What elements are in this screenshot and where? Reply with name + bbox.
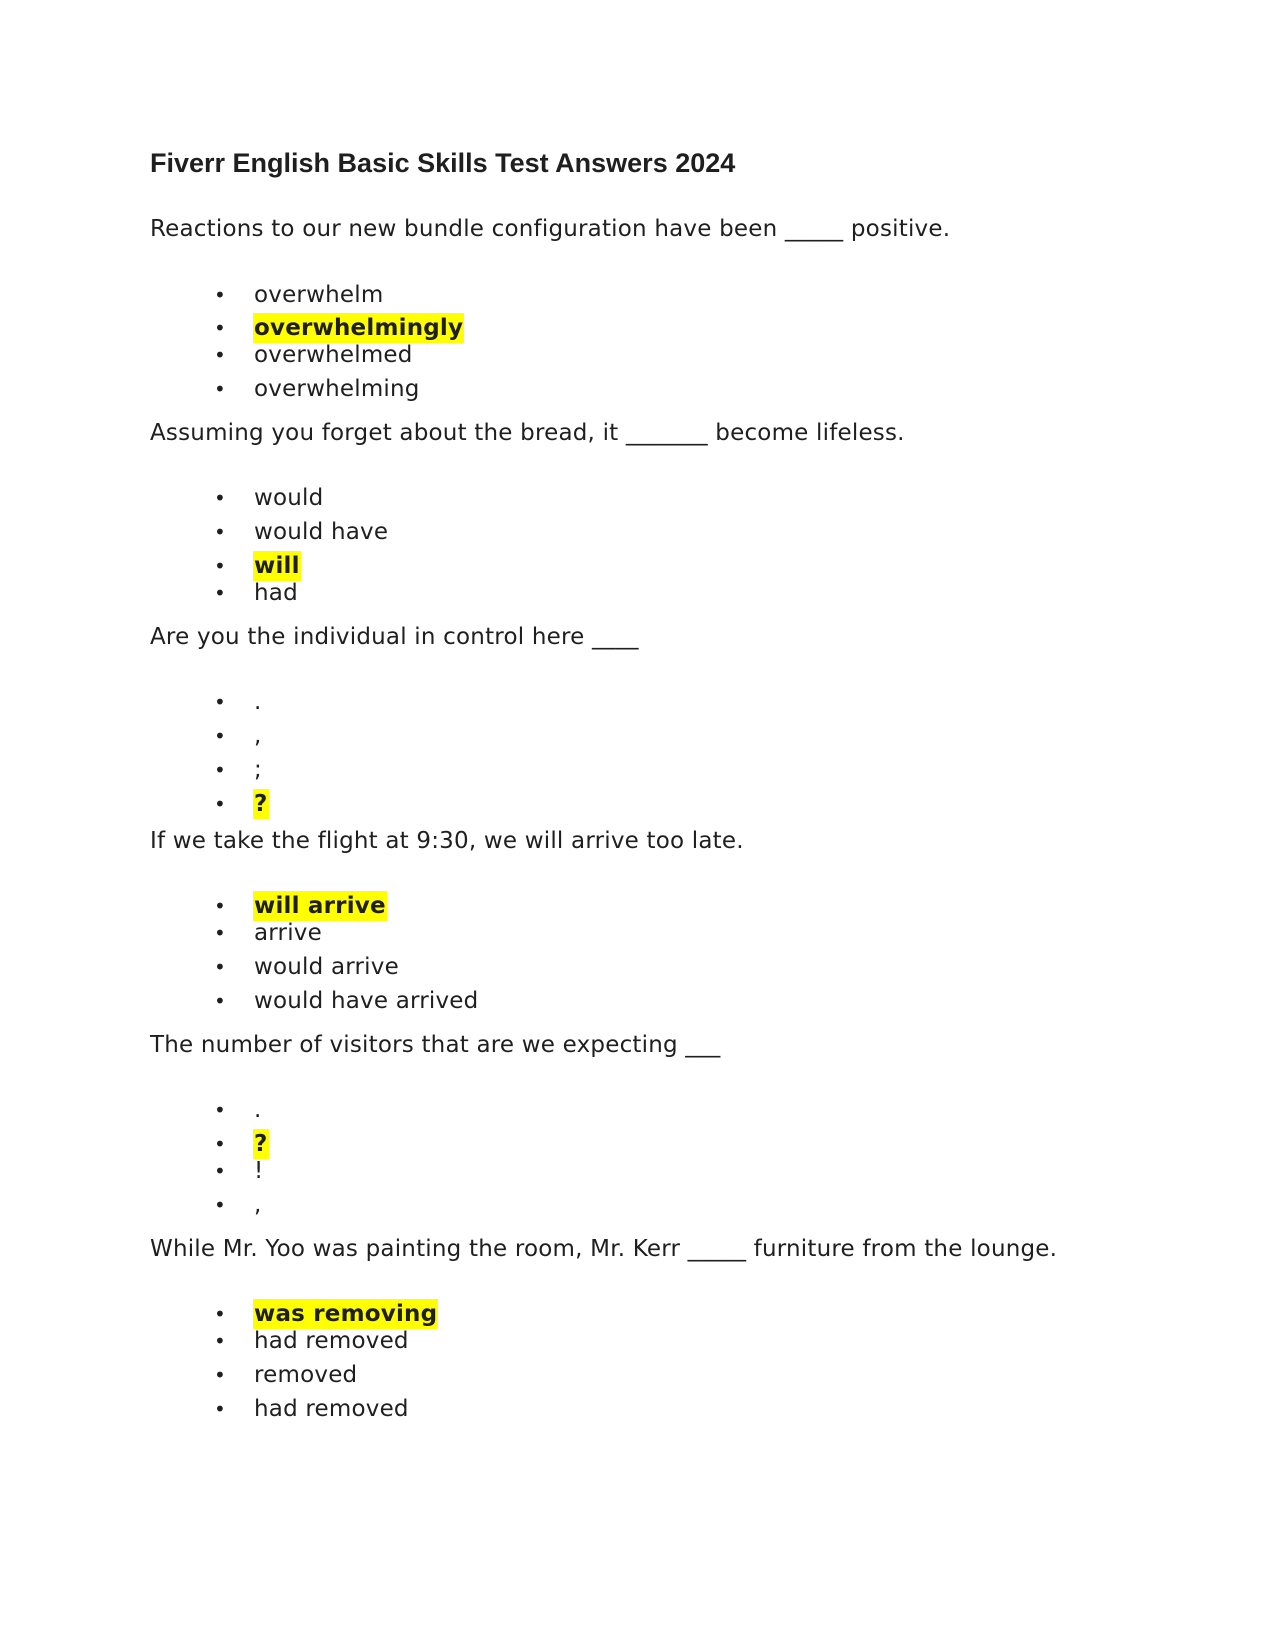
bullet-icon: • — [214, 758, 226, 782]
answer-label: overwhelm — [254, 282, 384, 308]
answer-label: ; — [254, 757, 262, 783]
question-text: While Mr. Yoo was painting the room, Mr. Kerr _____ furniture from the lounge. — [150, 1236, 1058, 1262]
bullet-icon: • — [214, 1132, 226, 1156]
question-text: If we take the flight at 9:30, we will arrive too late. — [150, 828, 744, 854]
bullet-icon: • — [214, 520, 226, 544]
bullet-icon: • — [214, 283, 226, 307]
answer-label: , — [254, 723, 262, 749]
highlighted-answer-label: will — [254, 553, 300, 579]
question-text: Reactions to our new bundle configuration have been _____ positive. — [150, 216, 951, 242]
answer-label: overwhelming — [254, 376, 420, 402]
bullet-icon: • — [214, 1329, 226, 1353]
bullet-icon: • — [214, 581, 226, 605]
bullet-icon: • — [214, 1193, 226, 1217]
highlighted-answer-label: was removing — [254, 1301, 438, 1327]
highlighted-answer-label: ? — [254, 791, 268, 817]
answer-label: , — [254, 1192, 262, 1218]
bullet-icon: • — [214, 989, 226, 1013]
answer-label: would arrive — [254, 954, 399, 980]
highlighted-answer-label: ? — [254, 1131, 268, 1157]
bullet-icon: • — [214, 690, 226, 714]
highlighted-answer-label: will arrive — [254, 893, 386, 919]
answer-label: had removed — [254, 1328, 409, 1354]
bullet-icon: • — [214, 554, 226, 578]
answer-label: . — [254, 689, 262, 715]
answer-label: would — [254, 485, 324, 511]
page-title: Fiverr English Basic Skills Test Answers 2024 — [150, 148, 736, 178]
bullet-icon: • — [214, 894, 226, 918]
answer-label: removed — [254, 1362, 358, 1388]
answer-label: would have arrived — [254, 988, 479, 1014]
question-text: Are you the individual in control here ____ — [150, 624, 639, 650]
bullet-icon: • — [214, 792, 226, 816]
answer-label: had removed — [254, 1396, 409, 1422]
bullet-icon: • — [214, 1363, 226, 1387]
question-text: Assuming you forget about the bread, it _______ become lifeless. — [150, 420, 905, 446]
bullet-icon: • — [214, 343, 226, 367]
bullet-icon: • — [214, 921, 226, 945]
bullet-icon: • — [214, 955, 226, 979]
bullet-icon: • — [214, 486, 226, 510]
answer-label: had — [254, 580, 298, 606]
bullet-icon: • — [214, 1159, 226, 1183]
answer-label: overwhelmed — [254, 342, 413, 368]
bullet-icon: • — [214, 724, 226, 748]
question-text: The number of visitors that are we expecting ___ — [150, 1032, 721, 1058]
bullet-icon: • — [214, 377, 226, 401]
answer-label: arrive — [254, 920, 322, 946]
highlighted-answer-label: overwhelmingly — [254, 315, 464, 341]
bullet-icon: • — [214, 1397, 226, 1421]
bullet-icon: • — [214, 1302, 226, 1326]
bullet-icon: • — [214, 1098, 226, 1122]
answer-label: would have — [254, 519, 389, 545]
answer-label: . — [254, 1097, 262, 1123]
bullet-icon: • — [214, 316, 226, 340]
answer-label: ! — [254, 1158, 264, 1184]
